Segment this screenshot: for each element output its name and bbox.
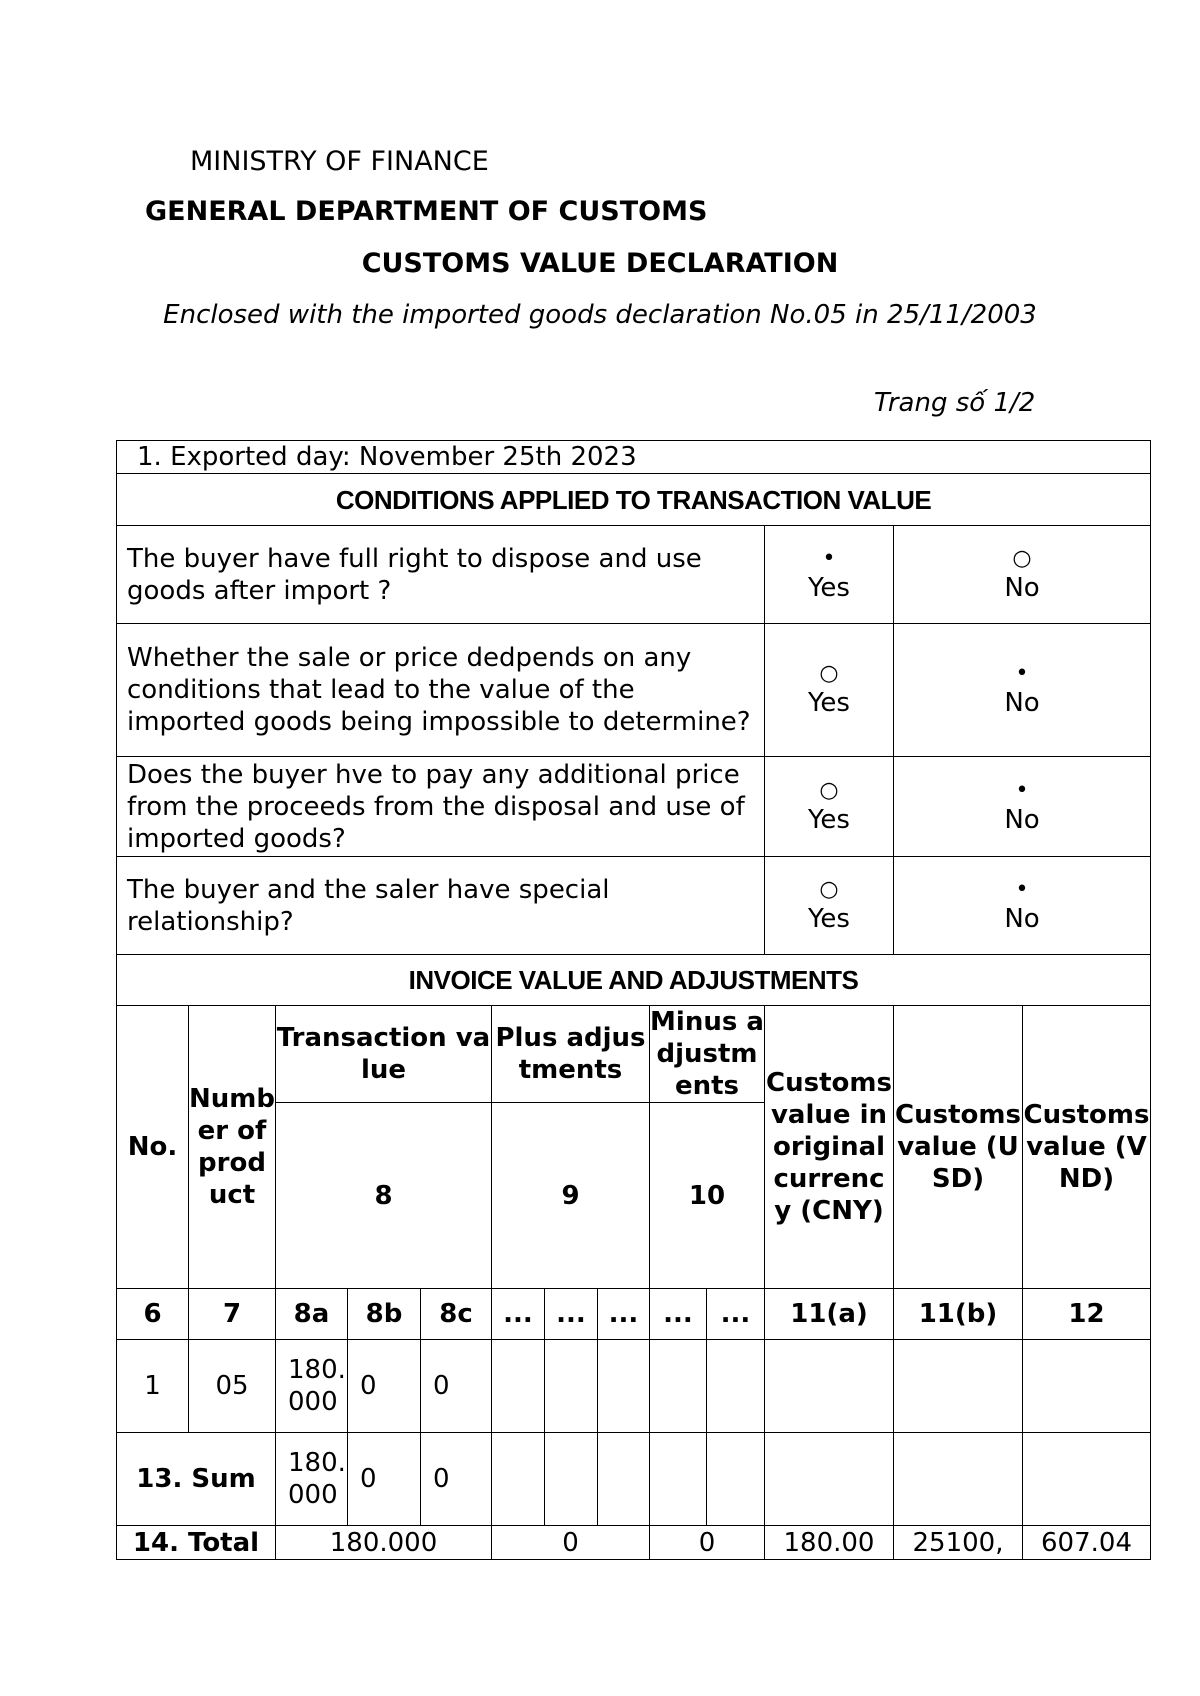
condition-yes-option[interactable] (765, 526, 894, 624)
sum-value-8b: 0 (348, 1433, 421, 1526)
condition-no-option[interactable] (894, 757, 1151, 857)
empty-cell (598, 1340, 650, 1433)
yes-label: Yes (808, 688, 850, 718)
condition-no-option[interactable] (894, 857, 1151, 955)
empty-cell (894, 1433, 1023, 1526)
condition-yes-option[interactable] (765, 757, 894, 857)
column-code: 7 (189, 1289, 276, 1340)
yes-label: Yes (808, 903, 850, 934)
header-col-8: 8 (276, 1103, 492, 1289)
column-code: ... (492, 1289, 545, 1340)
condition-question: Whether the sale or price dedpends on any conditions that lead to the value of the imported goods being impossible to determine? (117, 624, 765, 757)
column-code-row (117, 1289, 1151, 1340)
header-minus-adjustments: Minus adjustments (650, 1007, 764, 1101)
empty-cell (545, 1433, 598, 1526)
column-code: ... (707, 1289, 765, 1340)
department-name: GENERAL DEPARTMENT OF CUSTOMS (145, 196, 708, 227)
header-plus-adjustments: Plus adjustments (492, 1006, 650, 1103)
invoice-header-row (117, 1006, 1151, 1103)
radio-empty-icon: ○ (819, 876, 839, 902)
empty-cell (1023, 1433, 1151, 1526)
invoice-title: INVOICE VALUE AND ADJUSTMENTS (117, 955, 1151, 1006)
condition-no-option[interactable] (894, 624, 1151, 757)
empty-cell (894, 1340, 1023, 1433)
header-no: No. (117, 1006, 189, 1289)
no-label: No (1004, 688, 1040, 718)
column-code: ... (650, 1289, 707, 1340)
header-number-of-product: Number of product (189, 1006, 276, 1289)
yes-label: Yes (808, 572, 850, 603)
invoice-title-row (117, 955, 1151, 1006)
sum-label: 13. Sum (117, 1433, 276, 1526)
exported-day: 1. Exported day: November 25th 2023 (117, 441, 1151, 474)
row-value-8c: 0 (421, 1340, 492, 1433)
empty-cell (1023, 1340, 1151, 1433)
no-label: No (1004, 903, 1040, 934)
empty-cell (765, 1433, 894, 1526)
condition-row (117, 757, 1151, 857)
column-code: 8a (276, 1289, 348, 1340)
row-value-8b: 0 (348, 1340, 421, 1433)
radio-selected-icon: • (822, 545, 836, 571)
row-value-8a: 180.000 (276, 1340, 348, 1433)
condition-question: The buyer have full right to dispose and use goods after import ? (117, 526, 765, 624)
ministry-name: MINISTRY OF FINANCE (190, 146, 489, 177)
no-label: No (1004, 572, 1040, 603)
header-customs-value-original: Customs value in original currency (CNY) (765, 1006, 894, 1289)
column-code: ... (598, 1289, 650, 1340)
empty-cell (707, 1433, 765, 1526)
condition-row (117, 857, 1151, 955)
conditions-title: CONDITIONS APPLIED TO TRANSACTION VALUE (117, 474, 1151, 526)
sum-value-8a: 180.000 (276, 1433, 348, 1526)
condition-yes-option[interactable] (765, 624, 894, 757)
total-minus-adjustments: 0 (650, 1526, 765, 1560)
page-number: Trang số 1/2 (874, 388, 1036, 418)
header-transaction-value: Transaction value (276, 1006, 492, 1103)
column-code: 8b (348, 1289, 421, 1340)
empty-cell (650, 1433, 707, 1526)
condition-row (117, 526, 1151, 624)
radio-empty-icon: ○ (819, 777, 839, 803)
row-product-count: 05 (189, 1340, 276, 1433)
condition-yes-option[interactable] (765, 857, 894, 955)
empty-cell (492, 1433, 545, 1526)
radio-empty-icon: ○ (819, 661, 839, 686)
header-customs-value-vnd: Customs value (VND) (1023, 1006, 1151, 1289)
customs-value-table (116, 440, 1151, 1560)
column-code: 11(b) (894, 1289, 1023, 1340)
empty-cell (492, 1340, 545, 1433)
no-label: No (1004, 804, 1040, 835)
radio-selected-icon: • (1015, 777, 1029, 803)
radio-empty-icon: ○ (1012, 545, 1032, 571)
sum-value-8c: 0 (421, 1433, 492, 1526)
header-col-9: 9 (492, 1103, 650, 1289)
condition-row (117, 624, 1151, 757)
radio-selected-icon: • (1015, 661, 1029, 686)
radio-selected-icon: • (1015, 876, 1029, 902)
total-row (117, 1526, 1151, 1560)
total-label: 14. Total (117, 1526, 276, 1560)
total-customs-value-vnd: 607.04 (1023, 1526, 1151, 1560)
empty-cell (598, 1433, 650, 1526)
header-customs-value-usd: Customs value (USD) (894, 1006, 1023, 1289)
document-title: CUSTOMS VALUE DECLARATION (361, 248, 839, 279)
row-no: 1 (117, 1340, 189, 1433)
total-customs-value-usd: 25100, (894, 1526, 1023, 1560)
total-transaction-value: 180.000 (276, 1526, 492, 1560)
total-plus-adjustments: 0 (492, 1526, 650, 1560)
conditions-title-row (117, 474, 1151, 526)
column-code: ... (545, 1289, 598, 1340)
document-subtitle: Enclosed with the imported goods declaration No.05 in 25/11/2003 (163, 300, 1037, 330)
column-code: 8c (421, 1289, 492, 1340)
exported-day-row (117, 441, 1151, 474)
empty-cell (650, 1340, 707, 1433)
condition-question: Does the buyer hve to pay any additional price from the proceeds from the disposal and use of imported goods? (117, 757, 765, 857)
condition-no-option[interactable] (894, 526, 1151, 624)
total-customs-value-original: 180.00 (765, 1526, 894, 1560)
empty-cell (545, 1340, 598, 1433)
yes-label: Yes (808, 804, 850, 835)
column-code: 11(a) (765, 1289, 894, 1340)
header-col-10: 10 (650, 1103, 765, 1289)
column-code: 12 (1023, 1289, 1151, 1340)
table-row (117, 1340, 1151, 1433)
empty-cell (707, 1340, 765, 1433)
sum-row (117, 1433, 1151, 1526)
condition-question: The buyer and the saler have special relationship? (117, 857, 765, 955)
empty-cell (765, 1340, 894, 1433)
column-code: 6 (117, 1289, 189, 1340)
